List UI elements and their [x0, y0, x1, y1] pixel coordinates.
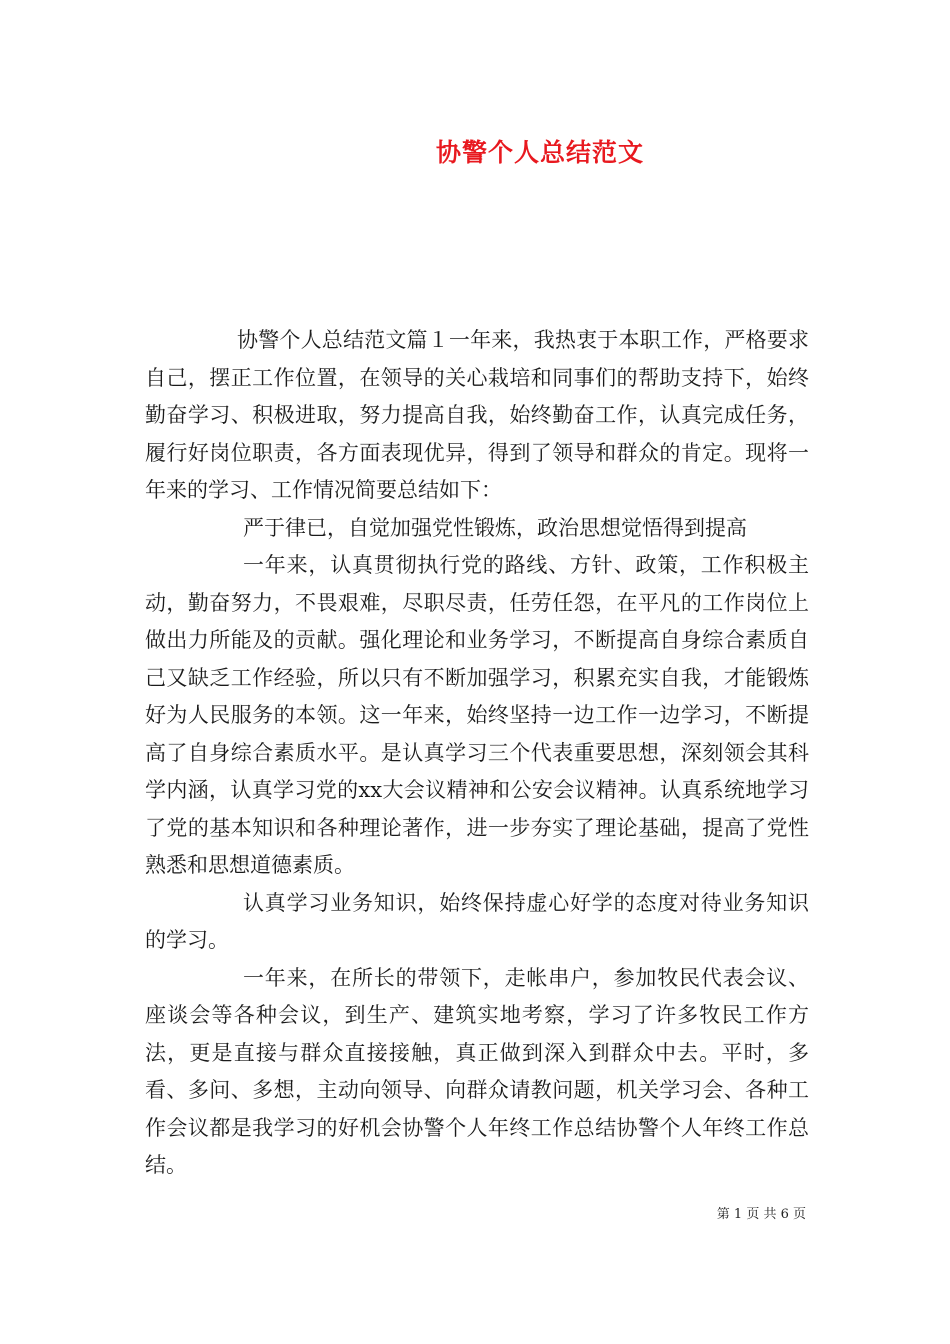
document-title: 协警个人总结范文 [435, 138, 644, 167]
page-number: 第 1 页 共 6 页 [716, 1207, 806, 1222]
section-heading-business: 认真学习业务知识，始终保持虚心好学的态度对待业务知识的学习。 [145, 890, 809, 952]
paragraph-business: 一年来，在所长的带领下，走帐串户，参加牧民代表会议、座谈会等各种会议，到生产、建筑实地考察，学习了许多牧民工作方法，更是直接与群众直接接触，真正做到深入到群众中去。平时，多看、多问、多想，主动向领导、向群众请教问题，机关学习会、各种工作会议都是我学习的好机会协警个人年终工作总结协警个人年终工作总结。 [145, 965, 809, 1177]
document-body [145, 322, 809, 1185]
paragraph-political: 一年来，认真贯彻执行党的路线、方针、政策，工作积极主动，勤奋努力，不畏艰难，尽职尽责，任劳任怨，在平凡的工作岗位上做出力所能及的贡献。强化理论和业务学习，不断提高自身综合素质自己又缺乏工作经验，所以只有不断加强学习，积累充实自我，才能锻炼好为人民服务的本领。这一年来，始终坚持一边工作一边学习，不断提高了自身综合素质水平。是认真学习三个代表重要思想，深刻领会其科学内涵，认真学习党的xx大会议精神和公安会议精神。认真系统地学习了党的基本知识和各种理论著作，进一步夯实了理论基础，提高了党性熟悉和思想道德素质。 [145, 553, 809, 877]
section-heading-political: 严于律已，自觉加强党性锻炼，政治思想觉悟得到提高 [243, 515, 747, 540]
paragraph-intro: 协警个人总结范文篇１一年来，我热衷于本职工作，严格要求自己，摆正工作位置，在领导的关心栽培和同事们的帮助支持下，始终勤奋学习、积极进取，努力提高自我，始终勤奋工作，认真完成任务，履行好岗位职责，各方面表现优异，得到了领导和群众的肯定。现将一年来的学习、工作情况简要总结如下： [145, 328, 809, 502]
